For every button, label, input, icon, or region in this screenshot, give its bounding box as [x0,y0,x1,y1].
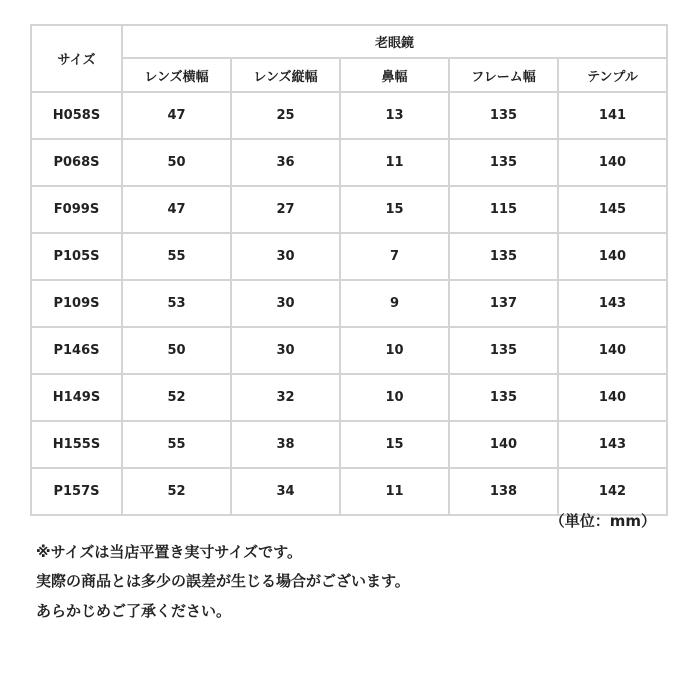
value-cell: 115 [449,186,558,233]
value-cell: 7 [340,233,449,280]
column-header: 鼻幅 [340,58,449,92]
value-cell: 138 [449,468,558,515]
value-cell: 10 [340,374,449,421]
value-cell: 36 [231,139,340,186]
model-cell: H058S [31,92,122,139]
column-header: レンズ縦幅 [231,58,340,92]
table-row [31,139,667,186]
value-cell: 47 [122,186,231,233]
model-cell: P157S [31,468,122,515]
value-cell: 11 [340,468,449,515]
value-cell: 143 [558,421,667,468]
value-cell: 50 [122,327,231,374]
table-row [31,233,667,280]
value-cell: 135 [449,374,558,421]
value-cell: 50 [122,139,231,186]
value-cell: 55 [122,421,231,468]
model-cell: H149S [31,374,122,421]
value-cell: 55 [122,233,231,280]
group-header: 老眼鏡 [122,25,667,58]
size-table [30,24,668,516]
column-header: フレーム幅 [449,58,558,92]
value-cell: 140 [558,139,667,186]
table-row [31,186,667,233]
value-cell: 135 [449,139,558,186]
model-cell: H155S [31,421,122,468]
table-row [31,374,667,421]
value-cell: 27 [231,186,340,233]
value-cell: 30 [231,233,340,280]
value-cell: 11 [340,139,449,186]
model-cell: F099S [31,186,122,233]
table-row [31,280,667,327]
value-cell: 15 [340,421,449,468]
note-line: あらかじめご了承ください。 [36,602,232,620]
unit-label: （単位：mm） [549,512,656,530]
value-cell: 9 [340,280,449,327]
value-cell: 142 [558,468,667,515]
table-row [31,92,667,139]
value-cell: 140 [449,421,558,468]
model-cell: P105S [31,233,122,280]
value-cell: 143 [558,280,667,327]
value-cell: 53 [122,280,231,327]
value-cell: 30 [231,327,340,374]
value-cell: 30 [231,280,340,327]
value-cell: 13 [340,92,449,139]
value-cell: 10 [340,327,449,374]
value-cell: 135 [449,92,558,139]
value-cell: 32 [231,374,340,421]
size-header: サイズ [31,25,122,92]
value-cell: 47 [122,92,231,139]
value-cell: 34 [231,468,340,515]
value-cell: 52 [122,468,231,515]
value-cell: 135 [449,233,558,280]
value-cell: 25 [231,92,340,139]
value-cell: 15 [340,186,449,233]
table-row [31,327,667,374]
column-header: レンズ横幅 [122,58,231,92]
table-row [31,421,667,468]
value-cell: 135 [449,327,558,374]
value-cell: 140 [558,327,667,374]
note-line: 実際の商品とは多少の誤差が生じる場合がございます。 [36,572,410,590]
value-cell: 52 [122,374,231,421]
value-cell: 137 [449,280,558,327]
model-cell: P146S [31,327,122,374]
value-cell: 38 [231,421,340,468]
value-cell: 140 [558,374,667,421]
value-cell: 140 [558,233,667,280]
model-cell: P109S [31,280,122,327]
note-line: ※サイズは当店平置き実寸サイズです。 [36,543,302,561]
table-row [31,468,667,515]
column-header: テンプル [558,58,667,92]
value-cell: 141 [558,92,667,139]
value-cell: 145 [558,186,667,233]
model-cell: P068S [31,139,122,186]
